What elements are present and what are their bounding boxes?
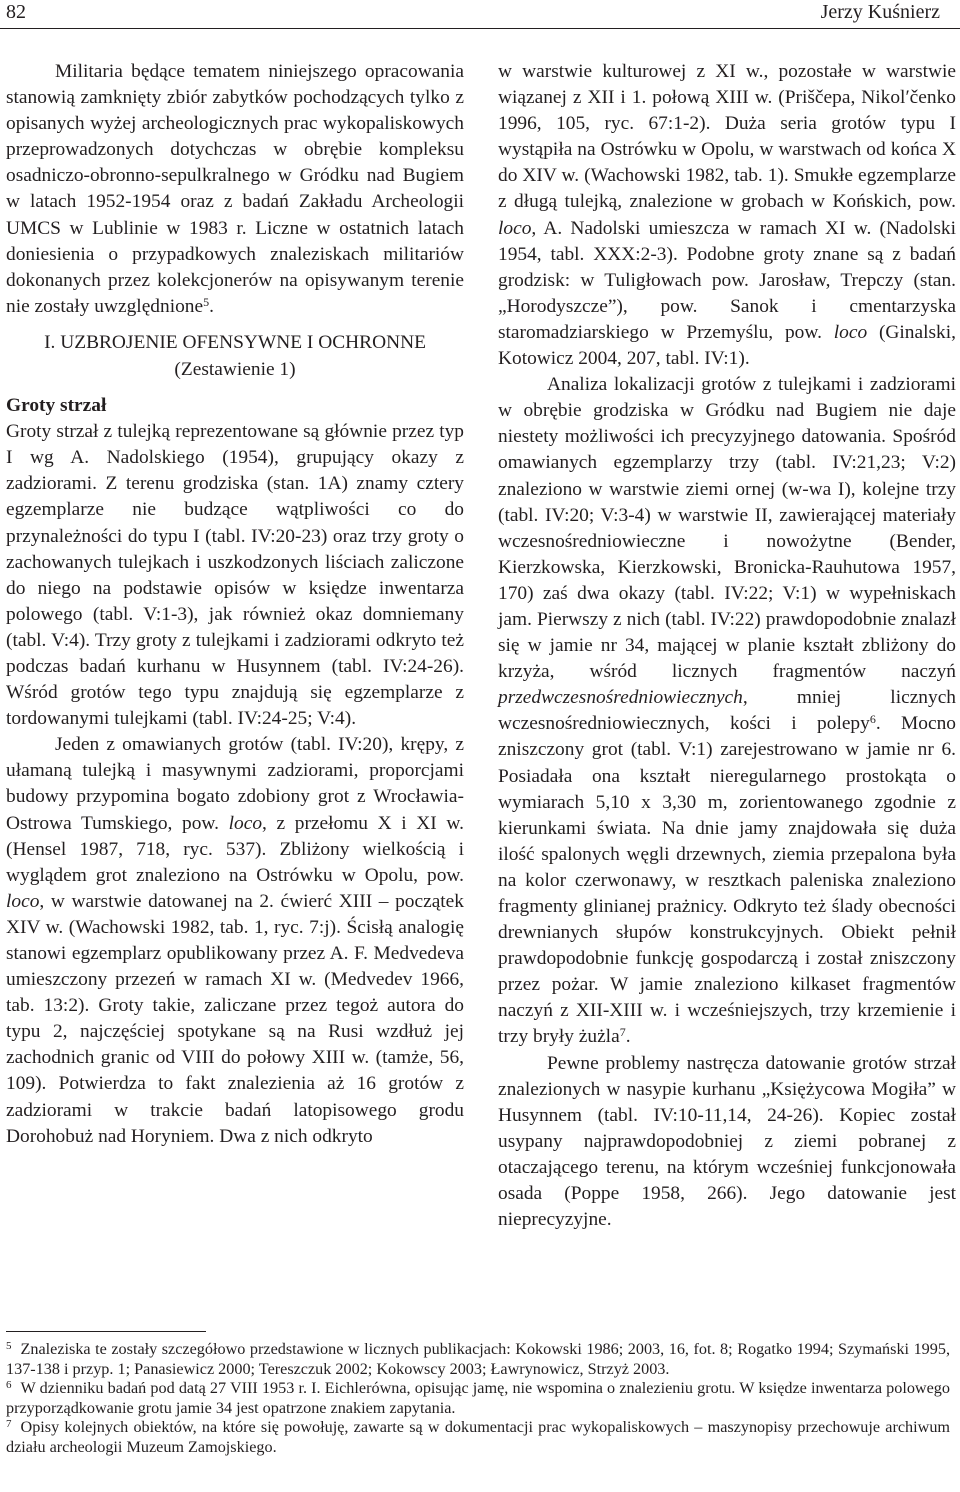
text-run: , z przełomu X i XI w. (Hensel 1987, 718, ryc. 537). Zbliżony wielkością i wyglądem grot znaleziono na Ostrówku w Opolu, pow. [6,812,464,886]
footnote-text: Opisy kolejnych obiektów, na które się powołuję, zawarte są w dokumentacji prac wykopaliskowych – maszynopisy przechowuje archiwum działu archeologii Muzeum Zamojskiego. [6,1418,950,1456]
footnote-text: W dzienniku badań pod datą 27 VIII 1953 r. I. Eichlerówna, opisując jamę, nie wspomina o znalezieniu grotu. W księdze inwentarza polowego przyporządkowanie grotu jamie 34 jest opatrzone znakiem zapytania. [6,1379,950,1417]
footnote-6 [6,1379,950,1418]
footnote-ref-6: 6 [869,712,876,727]
italic-term: loco [833,321,868,343]
text-run: Analiza lokalizacji grotów z tulejkami i zadziorami w obrębie grodziska w Gródku nad Bugiem nie daje niestety możliwości ich precyzyjnego datowania. Spośród omawianych egzemplarzy trzy (tabl. IV:21,23; V:2) znaleziono w warstwie ziemi ornej (w-wa I), kolejne trzy (tabl. IV:20; V:3-4) w warstwie II, zawierającej materiały wczesnośredniowieczne i nowożytne (Bender, Kierzkowska, Kierzkowski, Bronicka-Rauhutowa 1957, 170) zaś dwa okazy (tabl. IV:22; V:1) w wypełniskach jam. Pierwszy z nich (tabl. IV:22) prawdopodobnie znalazł się w jamie nr 34, mającej w planie kształt zbliżony do krzyża, wśród licznych fragmentów naczyń [498,374,956,683]
paragraph-kurhan-dating: Pewne problemy nastręcza datowanie grotów strzał znalezionych w nasypie kurhanu „Księżycowa Mogiła” w Husynnem (tabl. IV:10-11,14, 24-26). Kopiec został usypany najprawdopodobniej z ziemi pobranej z otaczającego terenu, na którym wcześniej funkcjonowała osada (Poppe 1958, 266). Jego datowanie jest nieprecyzyjne. [498,1052,956,1231]
text-run: . [625,1026,631,1048]
paragraph-arrowheads-types: Groty strzał z tulejką reprezentowane są głównie przez typ I wg A. Nadolskiego (1954), grupujący okazy z zadziorami. Z terenu grodziska (stan. 1A) znamy cztery egzemplarze nie budzące wątpliwości co do przynależności do typu I (tabl. IV:20-23) oraz trzy groty o zachowanych tulejkach i uszkodzonych liściach zaliczone do niego na podstawie opisów w księdze inwentarza polowego (tabl. V:1-3), jak również okaz domniemany (tabl. V:4). Trzy groty z tulejkami i zadziorami odkryto też podczas badań kurhanu w Husynnem (tabl. IV:24-26). Wśród grotów tego typu znajdują się egzemplarze z tordowanymi tulejkami (tabl. IV:24-25; V:4). [6,421,464,730]
text-run: , A. Nadolski umieszcza w ramach XI w. (Nadolski 1954, tabl. XXX:2-3). Podobne groty znane są z badań grodzisk: w Tuligłowach pow. Jarosław, Trepczy (stan. „Horodyszcze”), pow. Sanok i cmentarzyska staromadziarskiego w Przemyślu, pow. [498,217,956,343]
footnote-number: 7 [6,1418,12,1431]
text-run: . Mocno zniszczony grot (tabl. V:1) zarejestrowano w jamie nr 6. Posiadała ona kształt nieregularnego prostokąta o wymiarach 5,10 x 3,30 m, zorientowanego zgodnie z kierunkami świata. Na dnie jamy znajdowała się duża ilość spalonych węgli drzewnych, ziemia przepalona była na kolor czerwonawy, w resztkach paleniska znaleziono fragmenty glinianej prażnicy. Odkryto też ślady obecności drewnianych słupów konstrukcyjnych. Obiekt pełnił prawdopodobnie funkcję gospodarczą i został zniszczony przez pożar. W jamie znaleziono kilkaset fragmentów naczyń z XII-XIII w. i wcześniejszych, trzy krzemienie i trzy bryły żużla [498,713,956,1048]
page-header [0,0,960,30]
text-run: w warstwie kulturowej z XI w., pozostałe w warstwie wiązanej z XII i 1. połową XIII w. (Priščepa, Nikolʹčenko 1996, 105, ryc. 67:1-2). Duża seria grotów typu I wystąpiła na Ostrówku w Opolu, w warstwach od końca X do XIV w. (Wachowski 1982, tab. 1). Smukłe egzemplarze z długą tulejką, znalezione w grobach w Końskich, pow. [498,61,956,213]
footnote-7 [6,1418,950,1457]
paragraph-continuation [498,59,956,372]
text-run: , w warstwie datowanej na 2. ćwierć XIII – początek XIV w. (Wachowski 1982, tab. 1, ryc. 7:j). Ścisłą analogię stanowi egzemplarz opublikowany przez A. F. Medvedeva umieszczony przezeń w ramach XI w. (Medvedev 1966, tab. 13:2). Groty takie, zaliczane przez tegoż autora do typu 2, najczęściej spotykane są na Rusi wzdłuż jej zachodnich granic od VIII do połowy XIII w. (tamże, 56, 109). Potwierdza to fakt znalezienia aż 16 grotów z zadziorami w trakcie badań latopisowego grodu Dorohobuż nad Horyniem. Dwa z nich odkryto [6,890,464,1147]
footnote-rule [6,1331,206,1332]
running-head-author: Jerzy Kuśnierz [820,1,940,23]
italic-term: przedwczesnośredniowiecznych [498,687,743,709]
italic-term: loco [228,812,263,834]
footnotes [6,1340,950,1458]
footnote-ref-7: 7 [619,1025,626,1040]
section-title: I. UZBROJENIE OFENSYWNE I OCHRONNE [44,331,426,353]
paragraph-intro-end: . [209,295,214,317]
paragraph-location-analysis [498,372,956,1050]
subheading-arrowheads: Groty strzał [6,395,107,417]
right-column [498,59,956,1233]
header-rule [0,28,960,29]
footnote-5 [6,1340,950,1379]
text-run: , mniej licznych wczesnośredniowiecznych, kości i polepy [498,687,956,735]
footnote-ref-5: 5 [203,294,210,309]
paragraph-intro [6,59,464,320]
italic-term: loco [498,217,532,239]
left-column [6,59,464,1150]
footnote-text: Znaleziska te zostały szczegółowo przedstawione w licznych publikacjach: Kokowski 1986; 2003, 16, fot. 8; Rogatko 1994; Szymański 1995, 137-138 i przyp. 1; Panasiewicz 2000; Tereszczuk 2002; Kokowscy 2003; Ławrynowicz, Strzyż 2003. [6,1340,950,1378]
text-run: Jeden z omawianych grotów (tabl. IV:20), krępy, z ułamaną tulejką i masywnymi zadziorami, proporcjami budowy przypomina bogato zdobiony grot z Wrocławia-Ostrowa Tumskiego, pow. [6,734,464,834]
italic-term: loco [6,890,40,912]
page-number: 82 [6,1,26,23]
text-run: (Ginalski, Kotowicz 2004, 207, tabl. IV:1). [498,321,956,370]
paragraph-intro-text: Militaria będące tematem niniejszego opracowania stanowią zamknięty zbiór zabytków pochodzących tylko z opisanych wyżej archeologicznych prac wykopaliskowych przeprowadzonych dotychczas w obrębie kompleksu osadniczo-obronno-sepulkralnego w Gródku nad Bugiem w latach 1952-1954 oraz z badań Zakładu Archeologii UMCS w Lublinie w 1983 r. Liczne w ostatnich latach doniesienia o przypadkowych znaleziskach militariów dokonanych przez kolekcjonerów na opisywanym terenie nie zostały uwzględnione [6,61,464,317]
footnote-number: 6 [6,1379,12,1392]
paragraph-arrowhead-analogies [6,732,464,1150]
footnote-number: 5 [6,1340,12,1352]
section-subtitle: (Zestawienie 1) [174,358,296,380]
